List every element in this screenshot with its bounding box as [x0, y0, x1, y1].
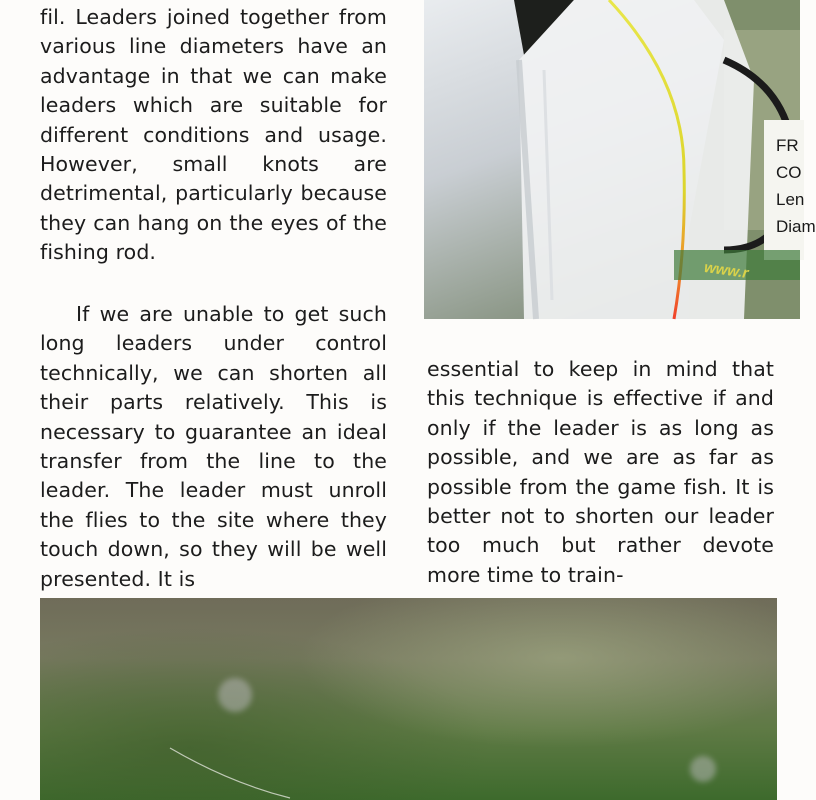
label-line: Diam [776, 217, 816, 236]
label-line: Len [776, 190, 805, 209]
tippet-line-strand [40, 598, 777, 800]
grass-water-photo [40, 598, 777, 800]
label-line: CO [776, 163, 802, 182]
package-url-text: www.r [703, 258, 750, 283]
leader-package-photo [424, 0, 816, 319]
article-column-left-bottom [40, 300, 387, 594]
article-paragraph: fil. Leaders joined together from various line diameters have an advantage in that we can make leaders which are suitable for different conditions and usage. However, small knots are detrimental, particularly because they can hang on the eyes of the fishing rod. [40, 5, 387, 265]
article-column-right [427, 355, 774, 590]
label-line: FR [776, 136, 799, 155]
article-column-left-top [40, 3, 387, 268]
article-paragraph: essential to keep in mind that this technique is effective if and only if the leader is as long as possible, and we are as far as possible from the game fish. It is better not to shorten our leader too much but rather devote more time to train- [427, 357, 774, 587]
package-label-text [776, 132, 816, 240]
article-paragraph: If we are unable to get such long leaders under control technically, we can shorten all their parts relatively. This is necessary to guarantee an ideal transfer from the line to the leader. The leader must unroll the flies to the site where they touch down, so they will be well presented. It is [40, 302, 387, 591]
